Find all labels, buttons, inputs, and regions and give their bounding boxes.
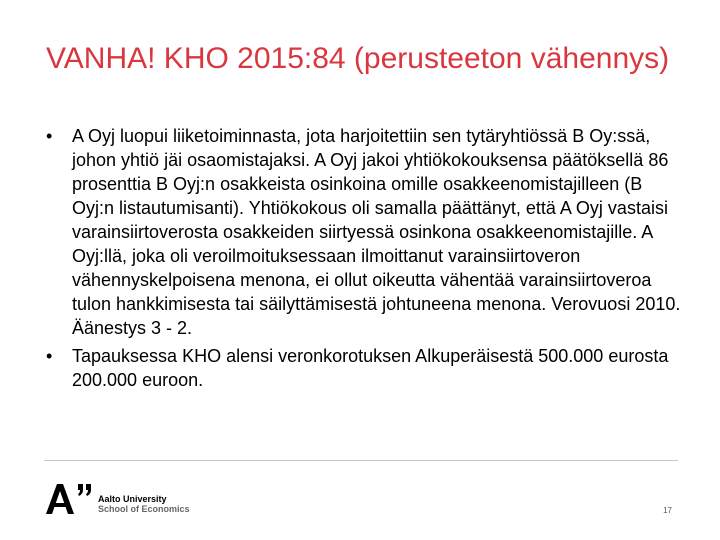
aalto-logo-icon bbox=[44, 480, 94, 516]
bullet-item bbox=[46, 344, 686, 392]
aalto-logo bbox=[44, 480, 190, 516]
footer-divider bbox=[44, 460, 678, 461]
bullet-list bbox=[46, 124, 686, 396]
page-number: 17 bbox=[663, 506, 672, 515]
bullet-item bbox=[46, 124, 686, 340]
logo-line-university: Aalto University bbox=[98, 494, 167, 504]
logo-line-school: School of Economics bbox=[98, 504, 190, 514]
bullet-icon: • bbox=[46, 126, 53, 146]
bullet-text: Tapauksessa KHO alensi veronkorotuksen Alkuperäisestä 500.000 eurosta 200.000 euroon. bbox=[72, 346, 669, 390]
slide-title: VANHA! KHO 2015:84 (perusteeton vähennys) bbox=[46, 42, 670, 75]
logo-wordmark bbox=[98, 494, 190, 514]
bullet-icon: • bbox=[46, 346, 53, 366]
bullet-text: A Oyj luopui liiketoiminnasta, jota harjoitettiin sen tytäryhtiössä B Oy:ssä, johon yhtiö jäi osaomistajaksi. A Oyj jakoi yhtiökokouksensa päätöksellä 86 prosenttia B Oyj:n osakkeista osinkoina omille osakkeenomistajilleen (B Oyj:n listautumisanti). Yhtiökokous oli samalla päättänyt, että A Oyj vastaisi varainsiirtoverosta osakkeiden siirtyessä osinkona osakkeenomistajille. A Oyj:llä, joka oli veroilmoituksessaan ilmoittanut varainsiirtoveron vähennyskelpoisena menona, ei ollut oikeutta vähentää varainsiirtoveroa tulon hankkimisesta tai säilyttämisestä johtuneena menona. Verovuosi 2010. Äänestys 3 - 2. bbox=[72, 126, 681, 338]
